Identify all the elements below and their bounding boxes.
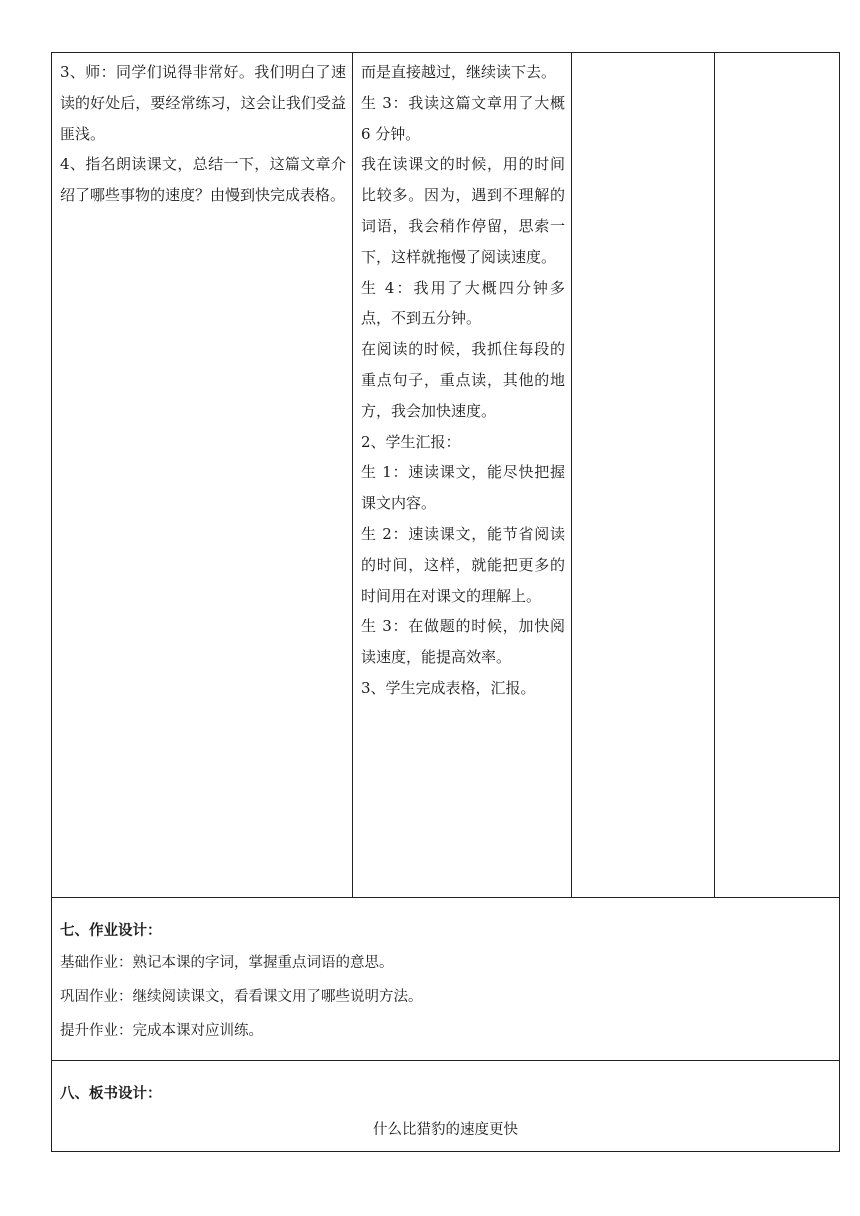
teacher-paragraph: 4、指名朗读课文，总结一下，这篇文章介绍了哪些事物的速度？由慢到快完成表格。 <box>60 155 346 205</box>
board-content: 什么比猎豹的速度更快 <box>373 1122 518 1138</box>
student-paragraph: 而是直接越过，继续读下去。 <box>361 63 557 81</box>
homework-cell <box>52 898 840 1061</box>
student-paragraph: 生 2：速读课文，能节省阅读的时间，这样，就能把更多的时间用在对课文的理解上。 <box>361 524 565 605</box>
homework-title: 七、作业设计： <box>60 922 162 939</box>
teacher-activity-cell <box>52 53 353 898</box>
student-paragraph: 生 3：我读这篇文章用了大概 6 分钟。 <box>361 93 565 143</box>
lesson-plan-table <box>51 52 840 1152</box>
homework-line: 基础作业：熟记本课的字词，掌握重点词语的意思。 <box>60 955 394 971</box>
board-row <box>52 1061 840 1152</box>
student-paragraph: 在阅读的时候，我抓住每段的重点句子，重点读，其他的地方，我会加快速度。 <box>361 340 565 420</box>
student-paragraph: 3、学生完成表格，汇报。 <box>361 678 536 697</box>
student-paragraph: 生 1：速读课文，能尽快把握课文内容。 <box>361 463 565 513</box>
activities-row <box>52 53 840 898</box>
board-cell <box>52 1061 840 1152</box>
homework-line: 提升作业：完成本课对应训练。 <box>60 1023 263 1039</box>
teacher-paragraph: 3、师：同学们说得非常好。我们明白了速读的好处后，要经常练习，这会让我们受益匪浅。 <box>60 63 346 143</box>
notes-cell <box>715 53 840 898</box>
design-intent-cell <box>572 53 715 898</box>
student-activity-cell <box>353 53 572 898</box>
board-title: 八、板书设计： <box>60 1085 162 1102</box>
homework-row <box>52 898 840 1061</box>
student-paragraph: 2、学生汇报： <box>361 432 461 451</box>
homework-line: 巩固作业：继续阅读课文，看看课文用了哪些说明方法。 <box>60 989 423 1005</box>
student-paragraph: 生 3：在做题的时候，加快阅读速度，能提高效率。 <box>361 617 565 667</box>
student-paragraph: 生 4：我用了大概四分钟多点，不到五分钟。 <box>361 278 565 328</box>
student-paragraph: 我在读课文的时候，用的时间比较多。因为，遇到不理解的词语，我会稍作停留，思索一下，这样就拖慢了阅读速度。 <box>361 155 565 266</box>
